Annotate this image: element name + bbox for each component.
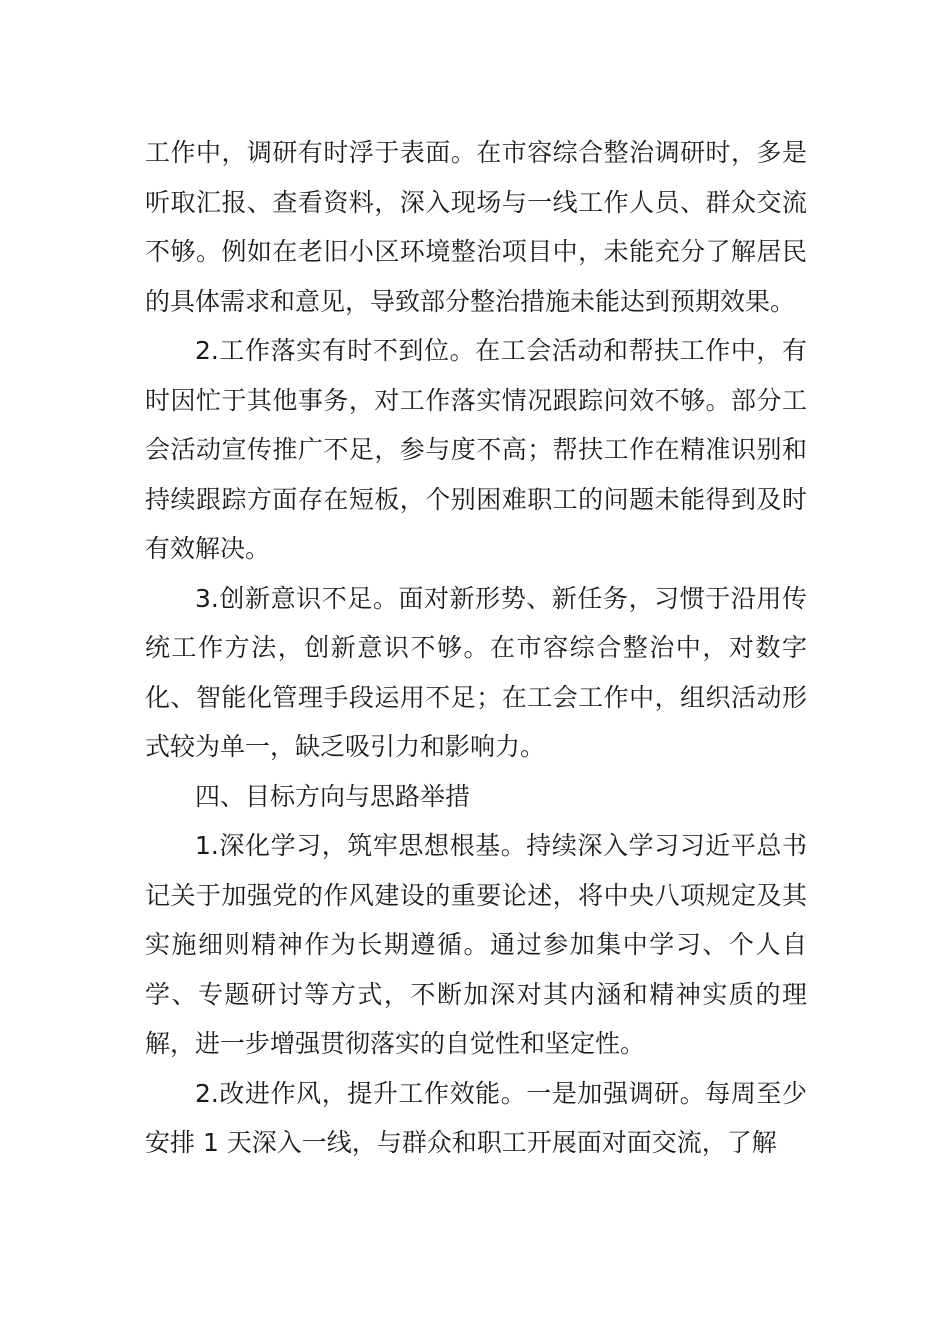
- paragraph-measure-1: 1.深化学习，筑牢思想根基。持续深入学习习近平总书记关于加强党的作风建设的重要论述，将中央八项规定及其实施细则精神作为长期遵循。通过参加集中学习、个人自学、专题研讨等方式，不断加深对其内涵和精神实质的理解，进一步增强贯彻落实的自觉性和坚定性。: [145, 831, 807, 1058]
- paragraph-problem-2: 2.工作落实有时不到位。在工会活动和帮扶工作中，有时因忙于其他事务，对工作落实情况跟踪问效不够。部分工会活动宣传推广不足，参与度不高；帮扶工作在精准识别和持续跟踪方面存在短板，个别困难职工的问题未能得到及时有效解决。: [145, 336, 807, 563]
- document-body: [145, 128, 807, 1168]
- paragraph-continuation: 工作中，调研有时浮于表面。在市容综合整治调研时，多是听取汇报、查看资料，深入现场与一线工作人员、群众交流不够。例如在老旧小区环境整治项目中，未能充分了解居民的具体需求和意见，导致部分整治措施未能达到预期效果。: [145, 138, 807, 316]
- paragraph-measure-2: 2.改进作风，提升工作效能。一是加强调研。每周至少安排 1 天深入一线，与群众和职工开展面对面交流，了解: [145, 1078, 807, 1157]
- section-heading-4: 四、目标方向与思路举措: [195, 781, 471, 811]
- paragraph-problem-3: 3.创新意识不足。面对新形势、新任务，习惯于沿用传统工作方法，创新意识不够。在市容综合整治中，对数字化、智能化管理手段运用不足；在工会工作中，组织活动形式较为单一，缺乏吸引力和影响力。: [145, 583, 807, 761]
